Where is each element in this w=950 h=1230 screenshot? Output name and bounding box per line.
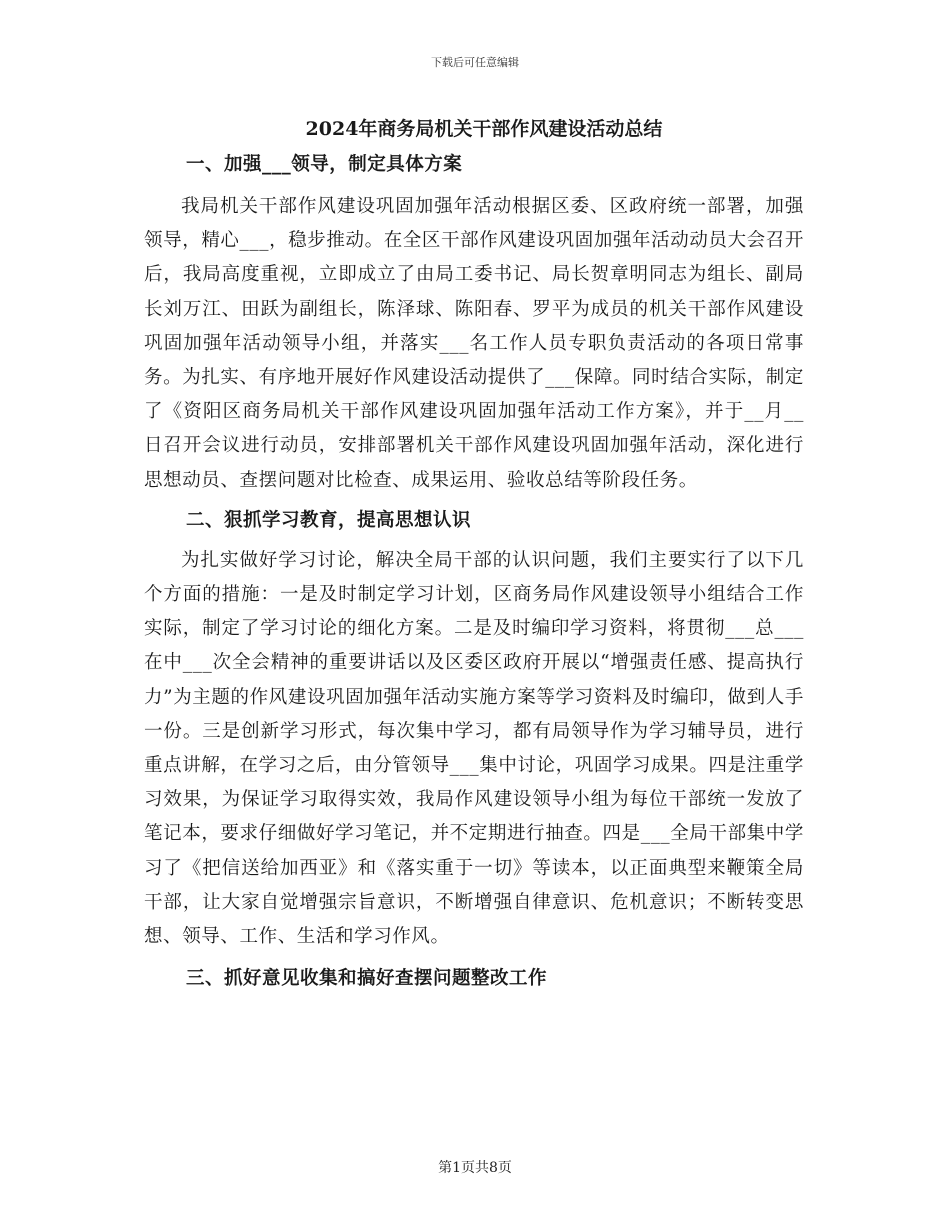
section-heading-2: 二、狠抓学习教育，提高思想认识 [186,509,472,531]
section-heading-1: 一、加强___领导，制定具体方案 [186,154,463,175]
header-note: 下载后可任意编辑 [431,56,519,69]
section-heading-3: 三、抓好意见收集和搞好查摆问题整改工作 [186,968,548,990]
document-body [144,116,804,994]
document-title: 2024年商务局机关干部作风建设活动总结 [305,118,663,140]
section-paragraph-1: 我局机关干部作风建设巩固加强年活动根据区委、区政府统一部署，加强领导，精心___，稳步推动。在全区干部作风建设巩固加强年活动动员大会召开后，我局高度重视，立即成立了由局工委书记、局长贺章明同志为组长、副局长刘万江、田跃为副组长，陈泽球、陈阳春、罗平为成员的机关干部作风建设巩固加强年活动领导小组，并落实___名工作人员专职负责活动的各项日常事务。为扎实、有序地开展好作风建设活动提供了___保障。同时结合实际，制定了《资阳区商务局机关干部作风建设巩固加强年活动工作方案》，并于__月__日召开会议进行动员，安排部署机关干部作风建设巩固加强年活动，深化进行思想动员、查摆问题对比检查、成果运用、验收总结等阶段任务。 [144,196,804,491]
section-paragraph-2: 为扎实做好学习讨论，解决全局干部的认识问题，我们主要实行了以下几个方面的措施：一是及时制定学习计划，区商务局作风建设领导小组结合工作实际，制定了学习讨论的细化方案。二是及时编印学习资料，将贯彻___总___在中___次全会精神的重要讲话以及区委区政府开展以“增强责任感、提高执行力”为主题的作风建设巩固加强年活动实施方案等学习资料及时编印，做到人手一份。三是创新学习形式，每次集中学习，都有局领导作为学习辅导员，进行重点讲解，在学习之后，由分管领导___集中讨论，巩固学习成果。四是注重学习效果，为保证学习取得实效，我局作风建设领导小组为每位干部统一发放了笔记本，要求仔细做好学习笔记，并不定期进行抽查。四是___全局干部集中学习了《把信送给加西亚》和《落实重于一切》等读本，以正面典型来鞭策全局干部，让大家自觉增强宗旨意识，不断增强自律意识、危机意识；不断转变思想、领导、工作、生活和学习作风。 [144,549,804,948]
page-footer: 第1页共8页 [438,1160,512,1176]
